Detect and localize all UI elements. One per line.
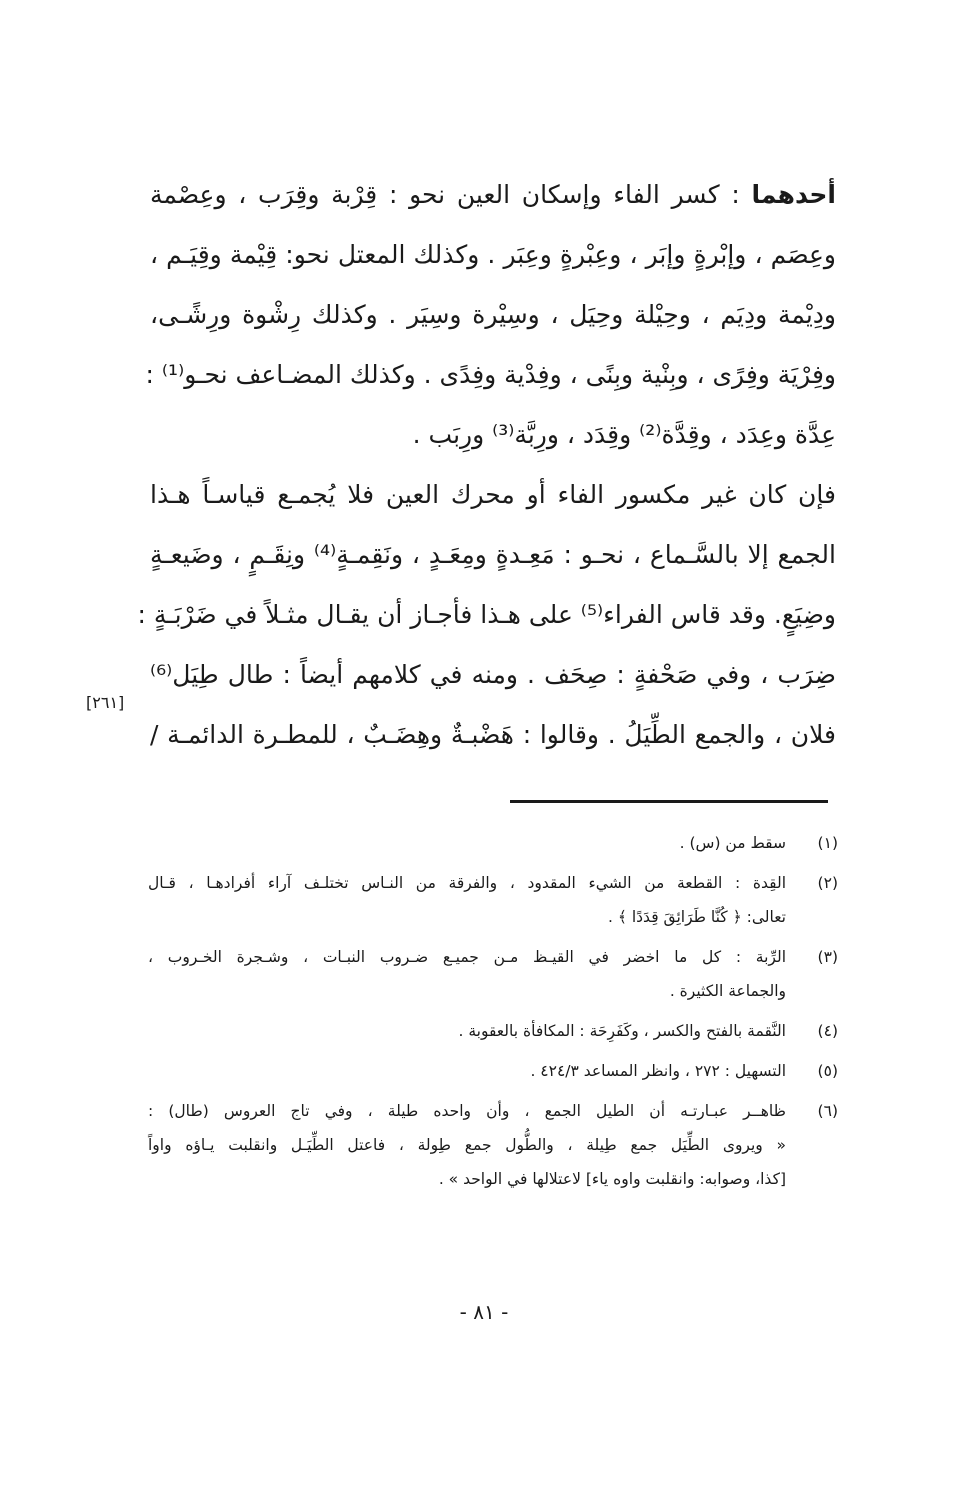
footnote-number: (٣)	[817, 948, 838, 966]
text-line: عِدَّة وعِدَد ، وقِدَّة⁽²⁾ وقِدَد ، ورِبَّة⁽³⁾ ورِبَب .	[412, 420, 836, 449]
text-line: ضِرَب ، وفي صَحْفةٍ : صِحَف . ومنه في كلامهم أيضاً : طال طِيَل⁽⁶⁾	[150, 660, 836, 689]
footnote-line: تعالى: ﴿ كُنَّا طَرَائِقَ قِدَدًا ﴾ .	[607, 908, 786, 926]
footnote	[148, 940, 838, 1008]
text-line: وضِيَعٍ. وقد قاس الفراء⁽⁵⁾ على هـذا فأجـاز أن يقـال مثـلاً في ضَرْبَـةٍ :	[137, 600, 836, 629]
footnotes	[148, 826, 838, 1202]
footnote-line: والجماعة الكثيرة .	[669, 982, 786, 1000]
text-line: وعِصَم ، وإبْرةٍ وإبَر ، وعِبْرةٍ وعِبَر . وكذلك المعتل نحو: قِيْمة وقِيَـم ،	[150, 240, 836, 269]
footnote-number: (١)	[817, 834, 838, 852]
footnote-number: (٥)	[817, 1062, 838, 1080]
footnote	[148, 1054, 838, 1088]
text-line	[150, 170, 836, 230]
footnote-line: [كذا، وصوابه: وانقلبت واوه ياء] لاعتلالها في الواحد » .	[438, 1170, 786, 1188]
footnote-line: الرِّبة : كل ما اخضر في القيـظ مـن جميـع ضـروب النبـات ، وشـجرة الخـروب ،	[148, 948, 786, 966]
text-line: وفِرْيَة وفِرًى ، وبِنْية وبِنًى ، وفِدْية وفِدًى . وكذلك المضـاعف نحـو⁽¹⁾ :	[145, 360, 836, 389]
footnote-divider	[510, 800, 828, 803]
line-text: : كسر الفاء وإسكان العين نحو : قِرْبة وقِرَب ، وعِصْمة	[150, 180, 752, 209]
main-text	[137, 170, 836, 770]
manuscript-folio-ref: [٢٦١]	[86, 693, 125, 712]
footnote	[148, 866, 838, 934]
lead-word: أحدهما	[751, 180, 836, 209]
text-line: فإن كان غير مكسور الفاء أو محرك العين فلا يُجمـع قياسـاً هـذا	[150, 480, 836, 509]
footnote-line: النَّقمة بالفتح والكسر ، وكَفَرِحَة : المكافأة بالعقوبة .	[458, 1022, 786, 1040]
footnote-number: (٢)	[817, 874, 838, 892]
footnote-number: (٦)	[817, 1102, 838, 1120]
footnote	[148, 826, 838, 860]
footnote	[148, 1094, 838, 1196]
page-number: - ٨١ -	[459, 1300, 509, 1324]
text-line: فلان ، والجمع الطِّيَلُ . وقالوا : هَضْبـةٌ وهِضَـبٌ ، للمطـرة الدائمـة /	[150, 720, 836, 749]
footnote	[148, 1014, 838, 1048]
footnote-line: القِدة : القطعة من الشيء المقدود ، والفرقة من النـاس تختلـف آراء أفرادهـا ، قـال	[148, 874, 786, 892]
footnote-line: « ويروى الطِّيَل جمع طِيلة ، والطُّول جمع طِولة ، فاعتل الطِّيَـل وانقلبت يـاؤه واواً	[148, 1136, 786, 1154]
text-line: الجمع إلا بالسَّـماع ، نحـو : مَعِـدةٍ ومِعَـدٍ ، ونَقِمـةٍ⁽⁴⁾ ونِقَـمٍ ، وضَيعـةٍ	[150, 540, 836, 569]
text-line: ودِيْمة ودِيَم ، وحِيْلة وحِيَل ، وسِيْرة وسِيَر . وكذلك رِشْوة ورِشًـى،	[150, 300, 836, 329]
footnote-line: ظاهــر عبـارتـه أن الطيل الجمع ، وأن واحده طيلة ، وفي تاج العروس (طال) :	[148, 1102, 786, 1120]
footnote-line: سقط من (س) .	[679, 834, 786, 852]
footnote-line: التسهيل : ٢٧٢ ، وانظر المساعد ٤٢٤/٣ .	[530, 1062, 786, 1080]
footnote-number: (٤)	[817, 1022, 838, 1040]
